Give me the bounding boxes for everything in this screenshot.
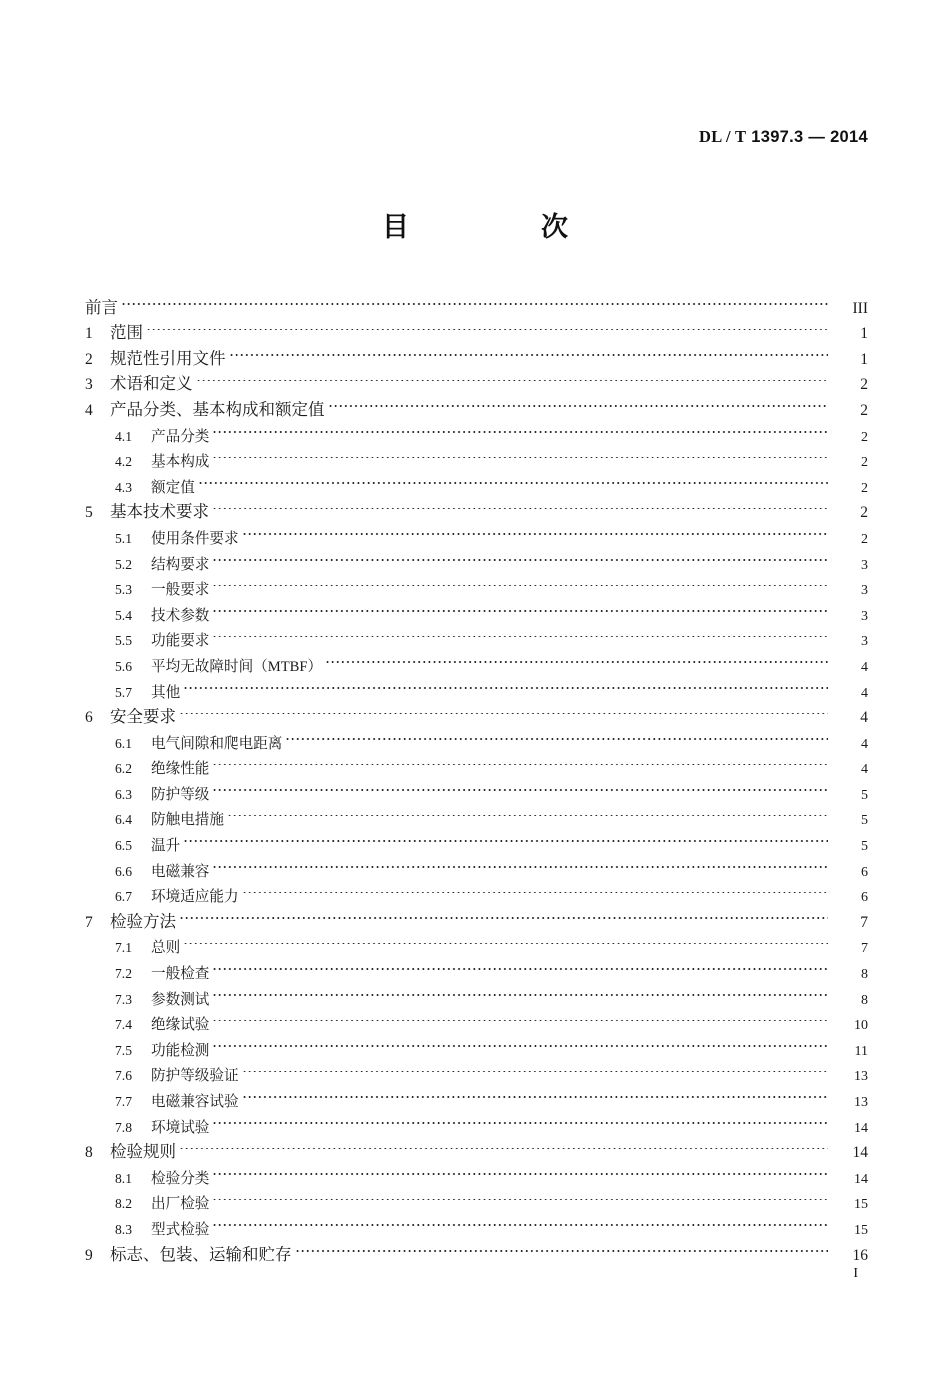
toc-entry-label: 规范性引用文件	[110, 348, 226, 368]
toc-entry-page-number: 6	[861, 864, 868, 880]
toc-entry-page-number: 13	[854, 1095, 868, 1110]
toc-entry-page-number: 4	[860, 709, 868, 727]
toc-entry-number: 5.7	[115, 684, 132, 700]
toc-entry-page-number: 13	[854, 1069, 868, 1085]
toc-entry-label: 防触电措施	[151, 812, 224, 829]
toc-entry-page-number: 14	[852, 1144, 868, 1162]
page-title: 目 次	[382, 212, 594, 242]
toc-entry-number: 7.1	[115, 940, 132, 956]
toc-entry-number: 5.3	[115, 582, 132, 598]
toc-entry[interactable]	[82, 338, 868, 368]
toc-entry-label: 电磁兼容	[151, 863, 210, 880]
toc-dot-leader	[179, 1132, 828, 1158]
toc-entry-number: 6.6	[115, 863, 132, 879]
toc-entry-number: 8.2	[115, 1196, 132, 1212]
toc-dot-leader	[212, 441, 828, 467]
toc-entry-page-number: 1	[860, 325, 868, 343]
toc-entry-page-number: 15	[854, 1197, 868, 1213]
toc-entry-label: 环境适应能力	[151, 889, 239, 906]
toc-entry-label: 基本技术要求	[110, 502, 209, 522]
toc-entry-page-number: 7	[860, 913, 868, 931]
toc-dot-leader	[183, 671, 828, 697]
toc-entry-label: 平均无故障时间（MTBF）	[151, 658, 323, 675]
toc-entry-label: 术语和定义	[110, 374, 193, 394]
toc-entry-page-number: 5	[861, 839, 868, 855]
toc-entry[interactable]	[82, 389, 868, 419]
toc-entry-number: 5.5	[115, 633, 132, 649]
toc-entry-number: 5.1	[115, 530, 132, 546]
toc-entry-label: 技术参数	[151, 607, 210, 624]
toc-dot-leader	[242, 1055, 828, 1081]
toc-entry-label: 功能要求	[151, 633, 210, 650]
page-folio: I	[853, 1266, 858, 1281]
toc-entry-label: 产品分类、基本构成和额定值	[110, 399, 325, 419]
toc-entry-number: 6.5	[115, 838, 132, 854]
toc-entry-label: 检验规则	[110, 1142, 176, 1162]
toc-entry-page-number: 3	[861, 634, 868, 650]
toc-entry-label: 总则	[151, 940, 181, 957]
toc-entry-page-number: 16	[852, 1246, 868, 1264]
standard-number: 1397.3 — 2014	[751, 128, 868, 146]
toc-entry-label: 防护等级验证	[151, 1068, 239, 1085]
toc-entry-page-number: 7	[861, 941, 868, 957]
toc-entry-page-number: 10	[854, 1018, 868, 1034]
toc-entry-label: 型式检验	[151, 1221, 210, 1238]
toc-entry[interactable]	[82, 287, 868, 317]
toc-entry-number: 7.3	[115, 991, 132, 1007]
toc-entry-number: 5.6	[115, 658, 132, 674]
toc-entry-number: 7.8	[115, 1119, 132, 1135]
toc-entry-label: 出厂检验	[151, 1196, 210, 1213]
toc-entry-page-number: 2	[860, 376, 868, 394]
toc-entry[interactable]	[82, 850, 868, 880]
toc-entry-number: 6.4	[115, 812, 132, 828]
toc-entry-label: 范围	[110, 323, 143, 343]
toc-entry-number: 6	[85, 709, 93, 727]
toc-entry[interactable]	[82, 466, 868, 496]
toc-entry-page-number: 2	[860, 401, 868, 419]
toc-entry[interactable]	[82, 722, 868, 752]
toc-entry-label: 检验方法	[110, 911, 176, 931]
toc-entry-page-number: 2	[860, 504, 868, 522]
toc-entry-page-number: 14	[854, 1120, 868, 1136]
toc-dot-leader	[212, 850, 828, 876]
toc-entry[interactable]	[82, 927, 868, 957]
toc-entry-page-number: 3	[861, 583, 868, 599]
toc-entry-page-number: 4	[861, 659, 868, 675]
toc-entry-label: 绝缘试验	[151, 1017, 210, 1034]
toc-entry-number: 8	[85, 1144, 93, 1162]
toc-entry-page-number: III	[852, 299, 868, 317]
toc-entry-number: 7.4	[115, 1017, 132, 1033]
toc-dot-leader	[198, 466, 828, 492]
toc-dot-leader	[212, 1004, 828, 1030]
toc-entry-number: 9	[85, 1246, 93, 1264]
toc-dot-leader	[328, 389, 829, 415]
toc-entry[interactable]	[82, 313, 868, 343]
toc-dot-leader	[242, 876, 828, 902]
toc-entry[interactable]	[82, 1157, 868, 1187]
toc-entry-label: 安全要求	[110, 707, 176, 727]
toc-dot-leader	[212, 1029, 828, 1055]
toc-dot-leader	[196, 364, 829, 390]
toc-entry-number: 1	[85, 325, 93, 343]
toc-dot-leader	[212, 952, 828, 978]
toc-entry-number: 7.7	[115, 1094, 132, 1109]
toc-dot-leader	[295, 1234, 829, 1260]
toc-entry-number: 6.2	[115, 761, 132, 777]
toc-dot-leader	[242, 517, 828, 543]
toc-dot-leader	[121, 287, 828, 313]
toc-entry-number: 4	[85, 401, 93, 419]
toc-entry-page-number: 2	[861, 429, 868, 445]
toc-dot-leader	[212, 620, 828, 646]
toc-dot-leader	[146, 313, 828, 339]
toc-entry-page-number: 5	[861, 787, 868, 803]
toc-entry-label: 功能检测	[151, 1042, 210, 1059]
toc-entry-number: 4.3	[115, 479, 132, 495]
toc-entry[interactable]	[82, 824, 868, 855]
toc-dot-leader	[212, 1208, 828, 1234]
toc-entry-label: 使用条件要求	[151, 530, 239, 547]
toc-entry-number: 2	[85, 350, 93, 368]
toc-entry-number: 6.3	[115, 786, 132, 802]
toc-dot-leader	[179, 901, 828, 927]
toc-entry-label: 一般检查	[151, 966, 210, 983]
toc-entry[interactable]	[82, 364, 868, 394]
toc-dot-leader	[179, 697, 828, 723]
toc-dot-leader	[212, 978, 828, 1004]
toc-entry-number: 5.2	[115, 556, 132, 572]
toc-dot-leader	[227, 799, 828, 825]
toc-dot-leader	[229, 338, 829, 364]
toc-entry-page-number: 11	[854, 1043, 868, 1059]
toc-entry-number: 8.3	[115, 1221, 132, 1237]
toc-dot-leader	[212, 543, 828, 569]
toc-entry-number: 7.5	[115, 1042, 132, 1058]
toc-dot-leader	[212, 1183, 828, 1209]
toc-entry[interactable]	[82, 671, 868, 701]
toc-dot-leader	[212, 748, 828, 774]
toc-entry-number: 5.4	[115, 607, 132, 623]
toc-entry-page-number: 2	[861, 480, 868, 496]
toc-entry[interactable]	[82, 952, 868, 983]
toc-dot-leader	[183, 927, 828, 953]
toc-entry-number: 6.7	[115, 889, 132, 905]
toc-dot-leader	[212, 1106, 828, 1132]
standard-prefix: DL / T	[699, 127, 747, 146]
toc-entry-number: 7	[85, 913, 93, 931]
toc-entry-label: 环境试验	[151, 1119, 210, 1136]
toc-entry-page-number: 2	[861, 531, 868, 547]
toc-dot-leader	[212, 594, 828, 620]
toc-entry-page-number: 8	[861, 967, 868, 983]
toc-entry-page-number: 14	[854, 1171, 868, 1187]
toc-entry-number: 5	[85, 504, 93, 522]
toc-entry[interactable]	[82, 901, 868, 931]
toc-entry-number: 3	[85, 376, 93, 394]
toc-entry-label: 一般要求	[151, 582, 210, 599]
toc-entry-page-number: 8	[861, 992, 868, 1008]
toc-entry-label: 参数测试	[151, 991, 210, 1008]
toc-entry-number: 4.1	[115, 428, 132, 444]
toc-dot-leader	[242, 1080, 828, 1106]
table-of-contents	[82, 287, 868, 1264]
toc-entry-number: 7.6	[115, 1068, 132, 1084]
toc-entry-label: 标志、包装、运输和贮存	[110, 1244, 292, 1264]
toc-entry-page-number: 15	[854, 1222, 868, 1238]
toc-dot-leader	[212, 569, 828, 595]
toc-entry-page-number: 5	[861, 813, 868, 829]
toc-dot-leader	[285, 722, 828, 748]
toc-entry-number: 4.2	[115, 454, 132, 470]
toc-entry-label: 检验分类	[151, 1170, 210, 1187]
toc-dot-leader	[212, 492, 828, 518]
toc-entry-page-number: 4	[861, 685, 868, 701]
toc-dot-leader	[212, 773, 828, 799]
toc-entry-label: 电气间隙和爬电距离	[151, 735, 283, 752]
toc-entry-page-number: 1	[860, 350, 868, 368]
toc-entry-label: 结构要求	[151, 556, 210, 573]
toc-entry-number: 6.1	[115, 735, 132, 751]
toc-entry-label: 温升	[151, 838, 181, 855]
toc-entry-page-number: 4	[861, 762, 868, 778]
toc-entry-label: 其他	[151, 684, 181, 701]
document-standard-header	[699, 127, 868, 147]
toc-entry-page-number: 4	[861, 736, 868, 752]
toc-entry-page-number: 3	[861, 608, 868, 624]
toc-entry-number: 7.2	[115, 966, 132, 982]
toc-entry-label: 基本构成	[151, 454, 210, 471]
toc-entry-page-number: 3	[861, 557, 868, 573]
toc-dot-leader	[325, 645, 828, 671]
toc-dot-leader	[183, 824, 828, 850]
toc-dot-leader	[212, 415, 828, 441]
toc-entry-label: 产品分类	[151, 428, 210, 445]
toc-entry[interactable]	[82, 492, 868, 522]
toc-entry[interactable]	[82, 1132, 868, 1162]
toc-entry-label: 绝缘性能	[151, 761, 210, 778]
toc-entry-label: 电磁兼容试验	[151, 1094, 239, 1110]
toc-entry-label: 防护等级	[151, 786, 210, 803]
toc-dot-leader	[212, 1157, 828, 1183]
toc-entry-label: 额定值	[151, 479, 195, 496]
toc-entry-page-number: 6	[861, 890, 868, 906]
toc-entry-page-number: 2	[861, 455, 868, 471]
toc-entry-label: 前言	[85, 297, 118, 317]
toc-entry[interactable]	[82, 697, 868, 727]
toc-entry-number: 8.1	[115, 1170, 132, 1186]
